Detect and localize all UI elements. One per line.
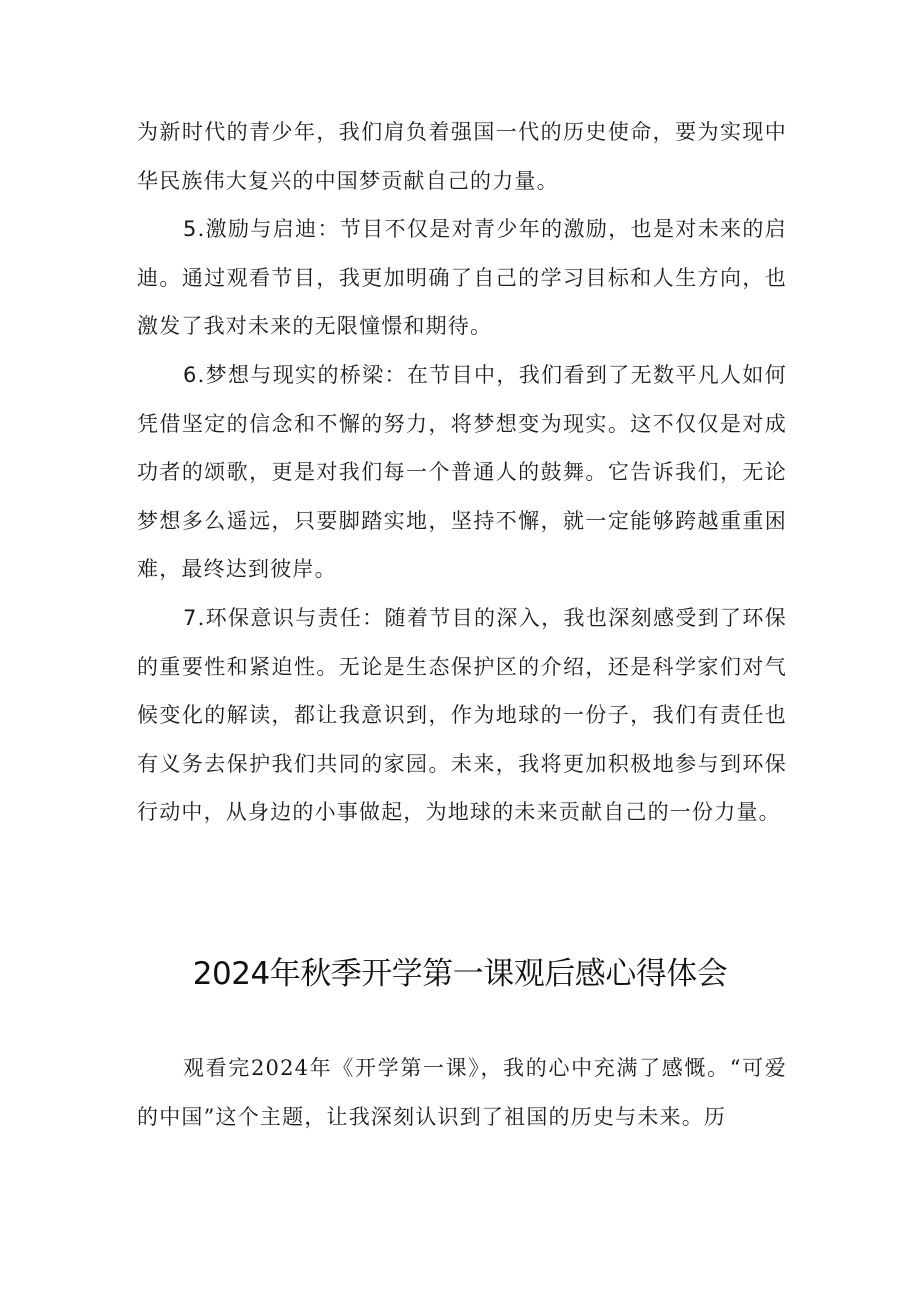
article-title: 2024年秋季开学第一课观后感心得体会 [192, 956, 728, 992]
paragraph-point-7 [137, 594, 787, 837]
point-number: 7 [183, 606, 198, 630]
point-number: 6 [183, 363, 198, 387]
point-text: .环保意识与责任：随着节目的深入，我也深刻感受到了环保的重要性和紧迫性。无论是生态保护区的介绍，还是科学家们对气候变化的解读，都让我意识到，作为地球的一份子，我们有责任也有义务去保护我们共同的家园。未来，我将更加积极地参与到环保行动中，从身边的小事做起，为地球的未来贡献自己的一份力量。 [137, 606, 787, 825]
paragraph-point-6 [137, 351, 787, 594]
point-text: .梦想与现实的桥梁：在节目中，我们看到了无数平凡人如何凭借坚定的信念和不懈的努力，将梦想变为现实。这不仅仅是对成功者的颂歌，更是对我们每一个普通人的鼓舞。它告诉我们，无论梦想多么遥远，只要脚踏实地，坚持不懈，就一定能够跨越重重困难，最终达到彼岸。 [137, 363, 787, 582]
paragraph-point-5 [137, 205, 787, 351]
point-text: .激励与启迪：节目不仅是对青少年的激励，也是对未来的启迪。通过观看节目，我更加明确了自己的学习目标和人生方向，也激发了我对未来的无限憧憬和期待。 [137, 217, 787, 339]
point-number: 5 [183, 217, 198, 241]
paragraph-mission: 为新时代的青少年，我们肩负着强国一代的历史使命，要为实现中华民族伟大复兴的中国梦贡献自己的力量。 [137, 120, 787, 193]
paragraph-intro: 观看完2024年《开学第一课》，我的心中充满了感慨。“可爱的中国”这个主题，让我深刻认识到了祖国的历史与未来。历 [137, 1056, 787, 1129]
